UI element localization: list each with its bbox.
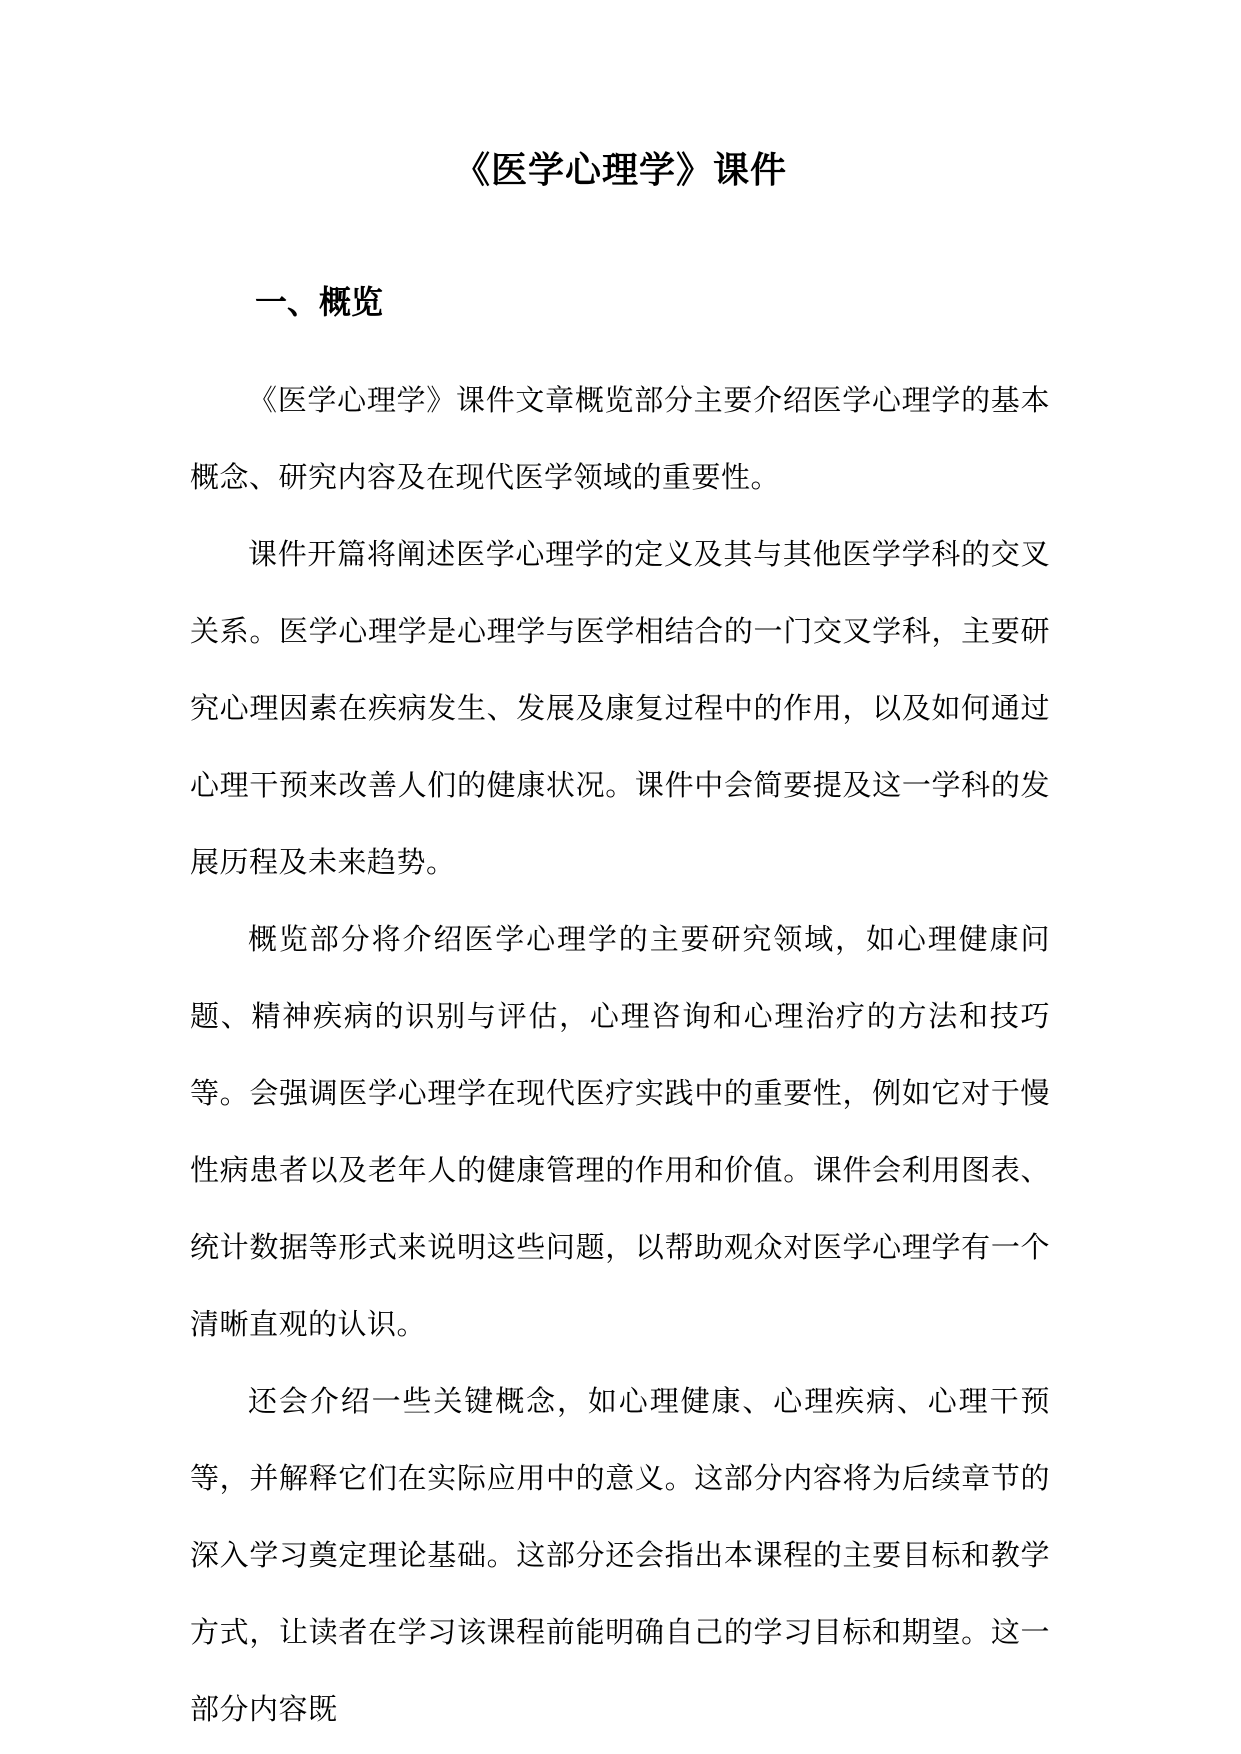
section-body — [190, 362, 1050, 1748]
section-heading: 一、概览 — [255, 283, 384, 321]
paragraph: 概览部分将介绍医学心理学的主要研究领域，如心理健康问题、精神疾病的识别与评估，心理咨询和心理治疗的方法和技巧等。会强调医学心理学在现代医疗实践中的重要性，例如它对于慢性病患者以及老年人的健康管理的作用和价值。课件会利用图表、统计数据等形式来说明这些问题，以帮助观众对医学心理学有一个清晰直观的认识。 — [190, 922, 1050, 1341]
paragraph: 还会介绍一些关键概念，如心理健康、心理疾病、心理干预等，并解释它们在实际应用中的意义。这部分内容将为后续章节的深入学习奠定理论基础。这部分还会指出本课程的主要目标和教学方式，让读者在学习该课程前能明确自己的学习目标和期望。这一部分内容既 — [190, 1384, 1050, 1726]
paragraph: 《医学心理学》课件文章概览部分主要介绍医学心理学的基本概念、研究内容及在现代医学领域的重要性。 — [190, 383, 1050, 494]
paragraph: 课件开篇将阐述医学心理学的定义及其与其他医学学科的交叉关系。医学心理学是心理学与医学相结合的一门交叉学科，主要研究心理因素在疾病发生、发展及康复过程中的作用，以及如何通过心理干预来改善人们的健康状况。课件中会简要提及这一学科的发展历程及未来趋势。 — [190, 537, 1050, 879]
document-title: 《医学心理学》课件 — [453, 149, 787, 191]
